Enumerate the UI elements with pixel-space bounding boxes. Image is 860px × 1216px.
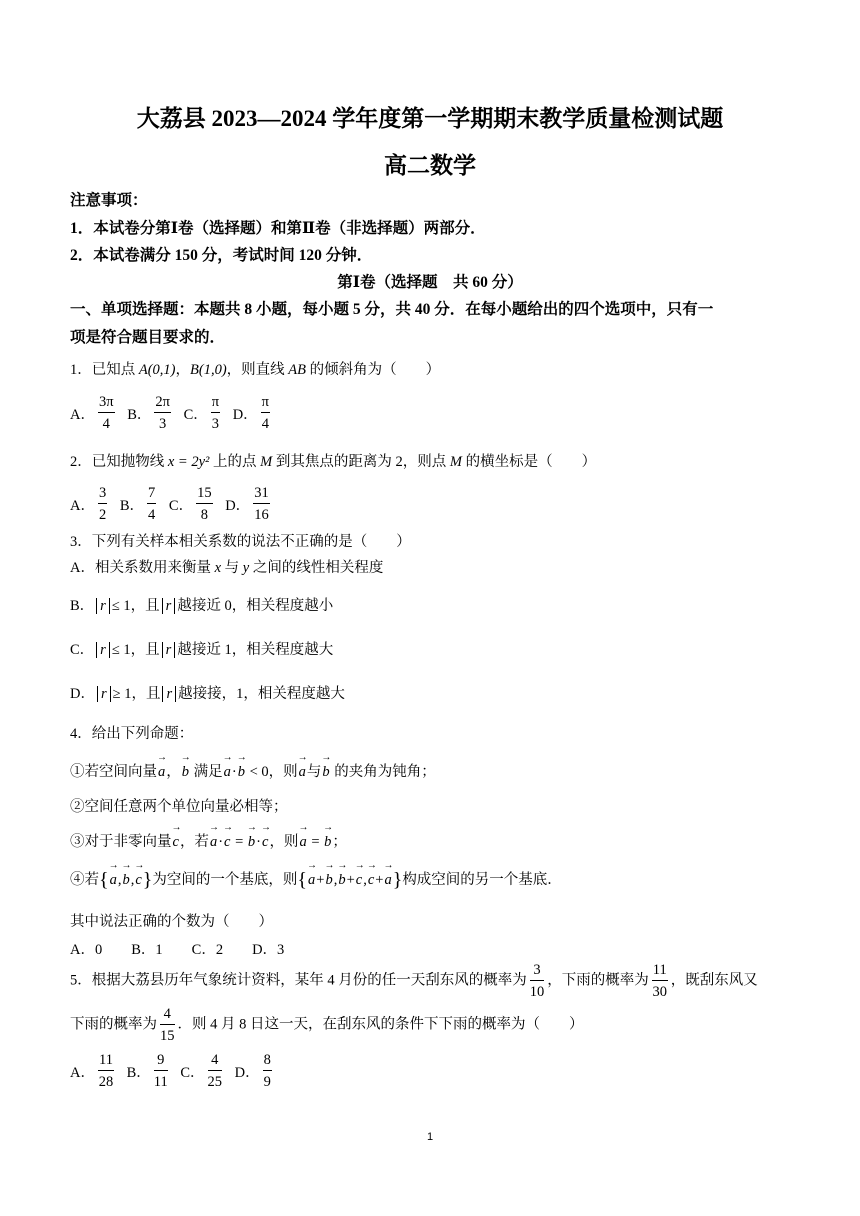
- question-5-stem-line-2: 下雨的概率为 $\frac{4}{15}$ ．则 4 月 8 日这一天，在刮东风的条件下下雨的概率为（ ）: [70, 1006, 584, 1044]
- question-3-option-d: D． r ≥ 1，且 r 越接接，1，相关程度越大: [70, 686, 345, 702]
- math-point-b: B(1,0): [190, 362, 227, 378]
- vector-a: → a: [157, 764, 166, 780]
- question-4-proposition-2: ②空间任意两个单位向量必相等；: [70, 799, 288, 815]
- math-point-a: A(0,1): [138, 362, 176, 378]
- section-instruction-line-2: 项是符合题目要求的．: [70, 329, 226, 346]
- question-4-options: A．0 B．1 C．2 D．3: [70, 942, 285, 958]
- question-3-option-c: C． r ≤ 1，且 r 越接近 1，相关程度越大: [70, 642, 334, 658]
- exam-subtitle: 高二数学: [384, 153, 476, 178]
- abs-r: r: [96, 598, 110, 614]
- fraction: $\frac{15}{8}$: [197, 485, 212, 523]
- option-c: C． $\frac{4}{25}$: [180, 1052, 223, 1090]
- fraction: $\frac{\pi}{4}$: [261, 394, 269, 432]
- option-d: D． $\frac{\pi}{4}$: [232, 394, 269, 432]
- question-5-stem-line-1: 5．根据大荔县历年气象统计资料，某年 4 月份的任一天刮东风的概率为 $\frac{3}{10}$ ，下雨的概率为 $\frac{11}{30}$ ，既刮东风又: [70, 962, 758, 1000]
- option-b: B． $\frac{2\pi}{3}$: [127, 394, 170, 432]
- fraction: $\frac{4}{15}$: [160, 1006, 175, 1044]
- abs-r: r: [162, 686, 176, 702]
- fraction: $\frac{31}{16}$: [254, 485, 269, 523]
- question-1-stem: 1．已知点 A(0,1)，B(1,0)，则直线 AB 的倾斜角为（ ）: [70, 362, 441, 378]
- option-a: A． $\frac{3}{2}$: [70, 485, 107, 523]
- abs-r: r: [162, 598, 176, 614]
- math-parabola: x = 2y²: [167, 454, 210, 470]
- question-3-option-a: A．相关系数用来衡量 x 与 y 之间的线性相关程度: [70, 560, 384, 576]
- question-3-stem: 3．下列有关样本相关系数的说法不正确的是（ ）: [70, 534, 411, 550]
- question-2-stem: 2．已知抛物线 x = 2y² 上的点 M 到其焦点的距离为 2，则点 M 的横坐标是（ ）: [70, 454, 597, 470]
- question-3-option-b: B． r ≤ 1，且 r 越接近 0，相关程度越小: [70, 598, 334, 614]
- option-c: C． $\frac{15}{8}$: [168, 485, 212, 523]
- fraction: $\frac{8}{9}$: [263, 1052, 271, 1090]
- section-title: 第Ⅰ卷（选择题 共 60 分）: [337, 274, 523, 291]
- abs-r: r: [97, 686, 111, 702]
- notes-heading: 注意事项：: [70, 192, 148, 209]
- note-item-2: 2．本试卷满分 150 分，考试时间 120 分钟．: [70, 247, 373, 264]
- vector-c: → c: [172, 834, 180, 850]
- fraction: $\frac{9}{11}$: [153, 1052, 168, 1090]
- fraction: $\frac{11}{28}$: [98, 1052, 114, 1090]
- option-a: A． $\frac{3\pi}{4}$: [70, 394, 114, 432]
- abs-r: r: [96, 642, 110, 658]
- question-4-question: 其中说法正确的个数为（ ）: [70, 914, 273, 930]
- section-instruction-line-1: 一、单项选择题：本题共 8 小题，每小题 5 分，共 40 分．在每小题给出的四个选项中，只有一: [70, 301, 714, 318]
- question-4-proposition-4: ④若{→ a,→ b,→ c}为空间的一个基底，则{→ a+→ b,→ b+→ c,→ c+→ a}构成空间的另一个基底．: [70, 868, 562, 892]
- question-5-options: [70, 1052, 281, 1090]
- question-4-stem: 4．给出下列命题：: [70, 726, 194, 742]
- vector-b: → b: [237, 764, 246, 780]
- abs-r: r: [162, 642, 176, 658]
- page-number: 1: [426, 1131, 434, 1143]
- question-4-proposition-1: ①若空间向量→ a，→ b 满足→ a·→ b < 0，则→ a与→ b 的夹角为钝角；: [70, 760, 436, 781]
- question-4-proposition-3: ③对于非零向量→ c，若→ a·→ c = → b·→ c，则→ a = → b；: [70, 830, 347, 851]
- fraction: $\frac{3}{2}$: [98, 485, 107, 523]
- math-point-m: M: [260, 454, 273, 470]
- question-1-options: [70, 394, 279, 432]
- note-item-1: 1．本试卷分第Ⅰ卷（选择题）和第Ⅱ卷（非选择题）两部分．: [70, 220, 486, 237]
- vector-b: → b: [321, 764, 330, 780]
- fraction: $\frac{4}{25}$: [207, 1052, 223, 1090]
- math-point-m: M: [449, 454, 462, 470]
- fraction: $\frac{7}{4}$: [148, 485, 156, 523]
- fraction: $\frac{3\pi}{4}$: [98, 394, 114, 432]
- math-line-ab: AB: [288, 362, 306, 378]
- fraction: $\frac{2\pi}{3}$: [155, 394, 170, 432]
- fraction: $\frac{11}{30}$: [652, 962, 667, 1000]
- option-d: D． $\frac{8}{9}$: [234, 1052, 271, 1090]
- fraction: $\frac{3}{10}$: [529, 962, 545, 1000]
- question-2-options: [70, 485, 279, 523]
- vector-a: → a: [298, 764, 307, 780]
- fraction: $\frac{\pi}{3}$: [211, 394, 220, 432]
- vector-b: → b: [181, 764, 190, 780]
- option-b: B． $\frac{7}{4}$: [119, 485, 156, 523]
- option-c: C． $\frac{\pi}{3}$: [183, 394, 220, 432]
- option-d: D． $\frac{31}{16}$: [225, 485, 269, 523]
- option-b: B． $\frac{9}{11}$: [126, 1052, 168, 1090]
- option-a: A． $\frac{11}{28}$: [70, 1052, 114, 1090]
- exam-title: 大荔县 2023—2024 学年度第一学期期末教学质量检测试题: [136, 106, 724, 131]
- vector-a: → a: [223, 764, 232, 780]
